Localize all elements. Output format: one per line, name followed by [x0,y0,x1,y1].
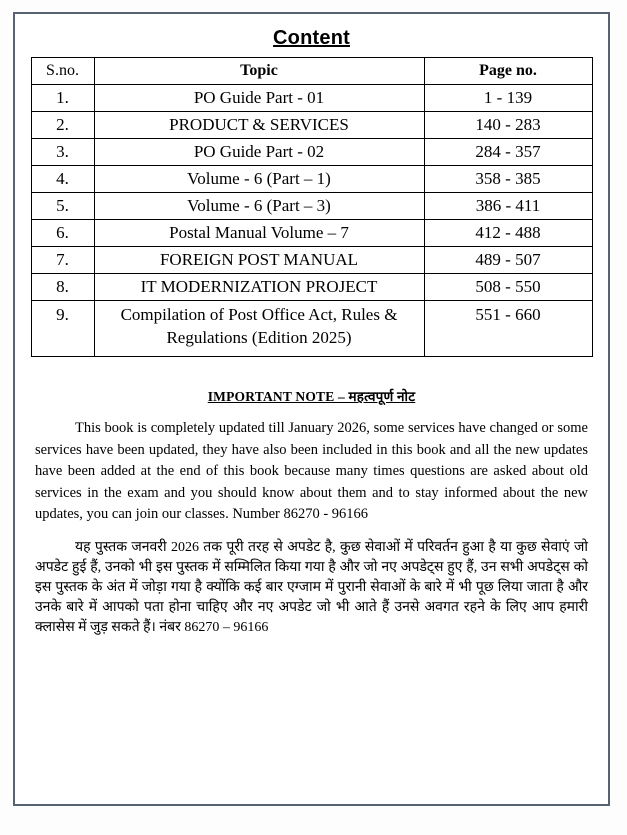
row-sno: 3. [31,139,94,166]
table-row [31,220,592,247]
table-row [31,166,592,193]
row-sno: 6. [31,220,94,247]
header-sno: S.no. [31,58,94,85]
row-topic: Volume - 6 (Part – 3) [94,193,424,220]
toc-header-row [31,58,592,85]
row-page-no: 489 - 507 [424,247,592,274]
note-paragraph-hindi: यह पुस्तक जनवरी 2026 तक पूरी तरह से अपडेट है, कुछ सेवाओं में परिवर्तन हुआ है या कुछ सेवाएं जो अपडेट हुई हैं, उनको भी इस पुस्तक में सम्मिलित किया गया है और जो नए अपडेट्स हुए हैं, उन सभी अपडेट्स को इस पुस्तक के अंत में जोड़ा गया है क्योंकि कई बार एग्जाम में पुरानी सेवाओं के बारे में भी पूछ लिया जाता है और उनके बारे में आपको पता होना चाहिए और नए अपडेट जो भी आते हैं उनसे अवगत रहने के लिए आप हमारी क्लासेस में जुड़ सकते हैं। नंबर 86270 – 96166 [35,539,588,635]
table-row [31,193,592,220]
row-sno: 5. [31,193,94,220]
row-topic: PO Guide Part - 02 [94,139,424,166]
note-paragraph-english: This book is completely updated till January 2026, some services have changed or some services have been updated, they have also been included in this book and all the new updates have been added at the end of this book because many times questions are asked about old services in the exam and you should know about them and to stay informed about the new updates, you can join our classes. Number 86270 - 96166 [35,420,588,522]
row-topic: PO Guide Part - 01 [94,85,424,112]
table-row [31,301,592,357]
row-sno: 7. [31,247,94,274]
table-row [31,85,592,112]
row-page-no: 358 - 385 [424,166,592,193]
table-row [31,247,592,274]
document-page [13,12,610,806]
row-topic: Volume - 6 (Part – 1) [94,166,424,193]
row-sno: 9. [31,301,94,357]
row-page-no: 284 - 357 [424,139,592,166]
table-row [31,139,592,166]
row-topic: FOREIGN POST MANUAL [94,247,424,274]
row-topic: PRODUCT & SERVICES [94,112,424,139]
row-topic: IT MODERNIZATION PROJECT [94,274,424,301]
table-row [31,112,592,139]
row-sno: 1. [31,85,94,112]
row-topic: Compilation of Post Office Act, Rules & Regulations (Edition 2025) [94,301,424,357]
row-sno: 8. [31,274,94,301]
important-note-heading: IMPORTANT NOTE – महत्वपूर्ण नोट [207,389,416,404]
row-page-no: 1 - 139 [424,85,592,112]
row-page-no: 508 - 550 [424,274,592,301]
row-page-no: 551 - 660 [424,301,592,357]
header-topic: Topic [94,58,424,85]
row-page-no: 386 - 411 [424,193,592,220]
table-row [31,274,592,301]
page-title: Content [273,27,350,49]
toc-table-body [31,85,592,357]
row-sno: 2. [31,112,94,139]
header-page-no: Page no. [424,58,592,85]
row-page-no: 140 - 283 [424,112,592,139]
toc-table [31,57,593,357]
row-sno: 4. [31,166,94,193]
row-topic: Postal Manual Volume – 7 [94,220,424,247]
row-page-no: 412 - 488 [424,220,592,247]
